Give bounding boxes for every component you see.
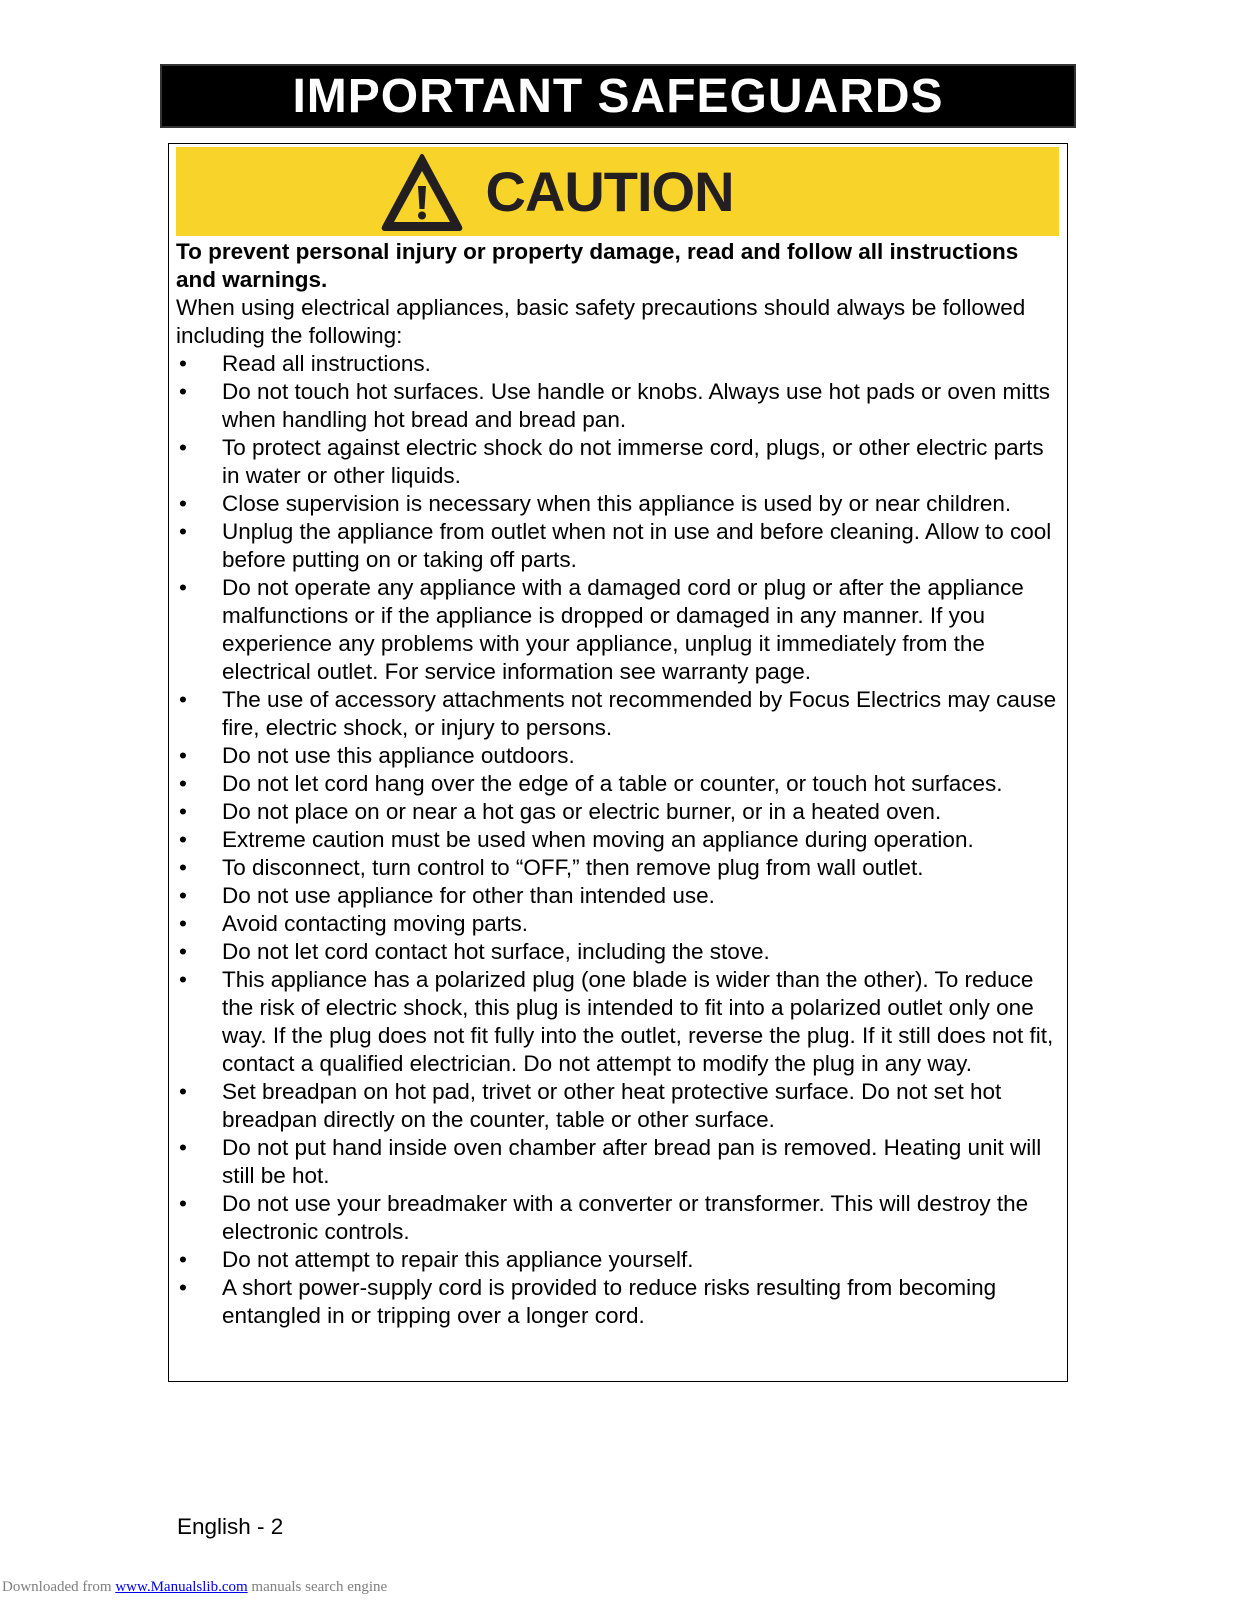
bullet-glyph: • [179,827,187,852]
lead-warning: To prevent personal injury or property damage, read and follow all instructions and warnings. [176,239,1019,292]
list-item-text: Do not touch hot surfaces. Use handle or knobs. Always use hot pads or oven mitts when handling hot bread and bread pan. [222,379,1050,432]
bullet-glyph: • [179,911,187,936]
title-bar [160,64,1076,128]
bullet-glyph: • [179,799,187,824]
list-item-text: Do not operate any appliance with a damaged cord or plug or after the appliance malfunctions or if the appliance is dropped or damaged in any manner. If you experience any problems with your appliance, unplug it immediately from the electrical outlet. For service information see warranty page. [222,575,1024,684]
download-source-line [2,1579,387,1596]
list-item [176,378,1062,434]
bullet-glyph: • [179,855,187,880]
list-item [176,742,1062,770]
page-number: English - 2 [177,1514,284,1539]
safeguards-content [176,238,1062,1330]
list-item [176,1190,1062,1246]
list-item [176,350,1062,378]
bullet-glyph: • [179,939,187,964]
list-item-text: Do not use appliance for other than intended use. [222,883,715,908]
bullet-glyph: • [179,1191,187,1216]
list-item [176,1134,1062,1190]
list-item-text: To protect against electric shock do not immerse cord, plugs, or other electric parts in water or other liquids. [222,435,1044,488]
list-item [176,770,1062,798]
list-item-text: Do not use this appliance outdoors. [222,743,575,768]
list-item-text: This appliance has a polarized plug (one blade is wider than the other). To reduce the risk of electric shock, this plug is intended to fit into a polarized outlet only one way. If the plug does not fit fully into the outlet, reverse the plug. If it still does not fit, contact a qualified electrician. Do not attempt to modify the plug in any way. [222,967,1054,1076]
list-item-text: The use of accessory attachments not recommended by Focus Electrics may cause fire, electric shock, or injury to persons. [222,687,1057,740]
list-item [176,490,1062,518]
list-item-text: Avoid contacting moving parts. [222,911,529,936]
caution-banner [176,147,1059,236]
list-item-text: Unplug the appliance from outlet when not in use and before cleaning. Allow to cool before putting on or taking off parts. [222,519,1052,572]
list-item-text: To disconnect, turn control to “OFF,” then remove plug from wall outlet. [222,855,924,880]
bullet-glyph: • [179,351,187,376]
list-item [176,826,1062,854]
bullet-glyph: • [179,687,187,712]
list-item [176,1246,1062,1274]
download-suffix: manuals search engine [247,1579,388,1595]
bullet-glyph: • [179,1135,187,1160]
list-item [176,882,1062,910]
bullet-glyph: • [179,967,187,992]
page-title: IMPORTANT SAFEGUARDS [292,69,944,123]
list-item [176,854,1062,882]
list-item-text: Do not let cord hang over the edge of a table or counter, or touch hot surfaces. [222,771,1003,796]
list-item-text: Set breadpan on hot pad, trivet or other heat protective surface. Do not set hot breadpan directly on the counter, table or other surface. [222,1079,1002,1132]
list-item-text: Do not place on or near a hot gas or electric burner, or in a heated oven. [222,799,942,824]
safeguard-list [176,350,1062,1330]
list-item [176,966,1062,1078]
download-prefix: Downloaded from [2,1579,116,1595]
list-item [176,518,1062,574]
list-item [176,434,1062,490]
list-item [176,1274,1062,1330]
list-item [176,686,1062,742]
list-item-text: Do not put hand inside oven chamber after bread pan is removed. Heating unit will still be hot. [222,1135,1042,1188]
bullet-glyph: • [179,1275,187,1300]
caution-group [381,153,733,231]
list-item [176,910,1062,938]
caution-label: CAUTION [485,160,734,223]
intro-text: When using electrical appliances, basic safety precautions should always be followed including the following: [176,295,1026,348]
bullet-glyph: • [179,771,187,796]
bullet-glyph: • [179,435,187,460]
list-item [176,798,1062,826]
bullet-glyph: • [179,575,187,600]
list-item [176,938,1062,966]
list-item [176,574,1062,686]
safeguards-box [168,143,1068,1382]
list-item-text: Read all instructions. [222,351,431,376]
bullet-glyph: • [179,491,187,516]
bullet-glyph: • [179,519,187,544]
bullet-glyph: • [179,883,187,908]
list-item-text: Close supervision is necessary when this appliance is used by or near children. [222,491,1012,516]
list-item [176,1078,1062,1134]
manualslib-link[interactable]: www.Manualslib.com [115,1579,248,1595]
list-item-text: Do not attempt to repair this appliance yourself. [222,1247,694,1272]
list-item-text: A short power-supply cord is provided to reduce risks resulting from becoming entangled in or tripping over a longer cord. [222,1275,997,1328]
list-item-text: Extreme caution must be used when moving an appliance during operation. [222,827,974,852]
bullet-glyph: • [179,743,187,768]
bullet-glyph: • [179,1247,187,1272]
bullet-glyph: • [179,379,187,404]
bullet-glyph: • [179,1079,187,1104]
warning-triangle-icon [381,153,463,231]
list-item-text: Do not use your breadmaker with a converter or transformer. This will destroy the electronic controls. [222,1191,1029,1244]
list-item-text: Do not let cord contact hot surface, including the stove. [222,939,770,964]
